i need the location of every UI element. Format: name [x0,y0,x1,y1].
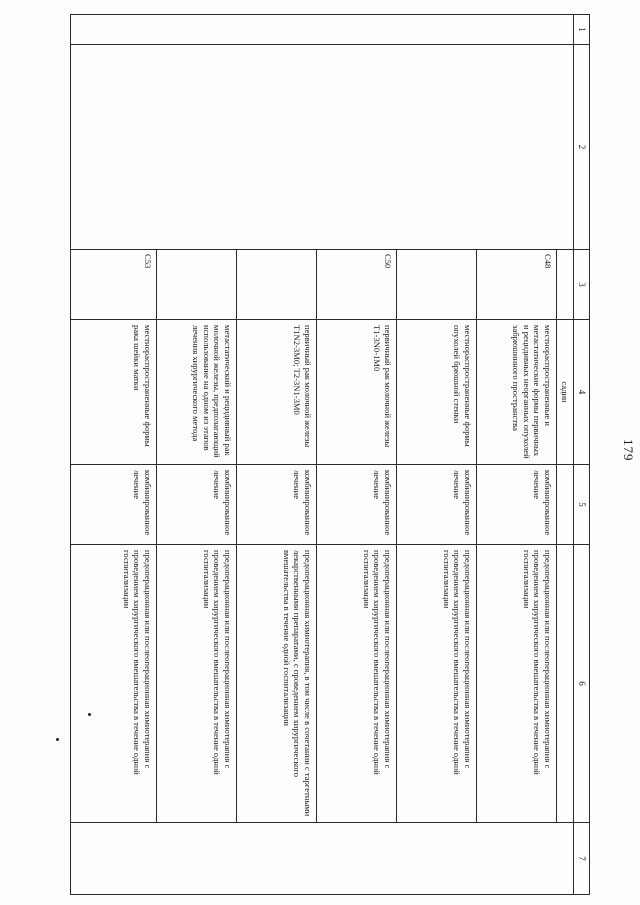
rotated-table-block [78,14,636,894]
code-cell: С50 [316,250,396,320]
method-cell [556,545,573,823]
method-cell: предоперационная химиотерапия, в том числе в сочетании с таргетными лекарственными препаратами, с проведением хирургического вмешательства в течение одной госпитализации [236,545,316,823]
diagnosis-cell: местнораспространенные и метастатические формы первичных и рецидивных неорганных опухолей забрюшинного пространства [476,320,556,465]
diagnosis-cell: садин [556,320,573,465]
treatment-type-cell: комбинированное лечение [396,465,476,545]
col-header: 1 [574,15,590,45]
diagnosis-cell: местнораспространенные формы опухолей брюшной стенки [396,320,476,465]
cell-col7 [70,823,573,895]
treatment-table [70,14,590,895]
scan-speck [56,738,59,741]
col-header: 3 [574,250,590,320]
code-cell [396,250,476,320]
code-cell: С48 [476,250,556,320]
treatment-type-cell [556,465,573,545]
code-cell: С53 [70,250,156,320]
scan-speck [88,713,91,716]
treatment-type-cell: комбинированное лечение [316,465,396,545]
method-cell: предоперационная или послеоперационная химиотерапия с проведением хирургического вмешательства в течение одной госпитализации [316,545,396,823]
diagnosis-cell: метастатический и рецидивный рак молочной железы, предполагающий использование на одном из этапов лечения хирургического метода [156,320,236,465]
treatment-type-cell: комбинированное лечение [476,465,556,545]
method-cell: предоперационная или послеоперационная химиотерапия с проведением хирургического вмешательства в течение одной госпитализации [156,545,236,823]
treatment-type-cell: комбинированное лечение [70,465,156,545]
treatment-type-cell: комбинированное лечение [156,465,236,545]
code-cell [556,250,573,320]
method-cell: предоперационная или послеоперационная химиотерапия с проведением хирургического вмешательства в течение одной госпитализации [396,545,476,823]
diagnosis-cell: местнораспространенные формы рака шейки матки [70,320,156,465]
col-header: 5 [574,465,590,545]
header-row [574,15,590,895]
col-header: 4 [574,320,590,465]
cell-col1 [70,15,573,45]
col-header: 6 [574,545,590,823]
method-cell: предоперационная или послеоперационная химиотерапия с проведением хирургического вмешательства в течение одной госпитализации [476,545,556,823]
code-cell [156,250,236,320]
method-cell: предоперационная или послеоперационная химиотерапия с проведением хирургического вмешательства в течение одной госпитализации [70,545,156,823]
col-header: 2 [574,45,590,250]
code-cell [236,250,316,320]
cell-col2 [70,45,573,250]
table-row [556,15,573,895]
diagnosis-cell: первичный рак молочной железы T1-3N0-1M0 [316,320,396,465]
col-header: 7 [574,823,590,895]
treatment-type-cell: комбинированное лечение [236,465,316,545]
diagnosis-cell: первичный рак молочной железы T1N2-3M0; T2-3N1-3M0 [236,320,316,465]
page-number: 179 [621,439,636,462]
